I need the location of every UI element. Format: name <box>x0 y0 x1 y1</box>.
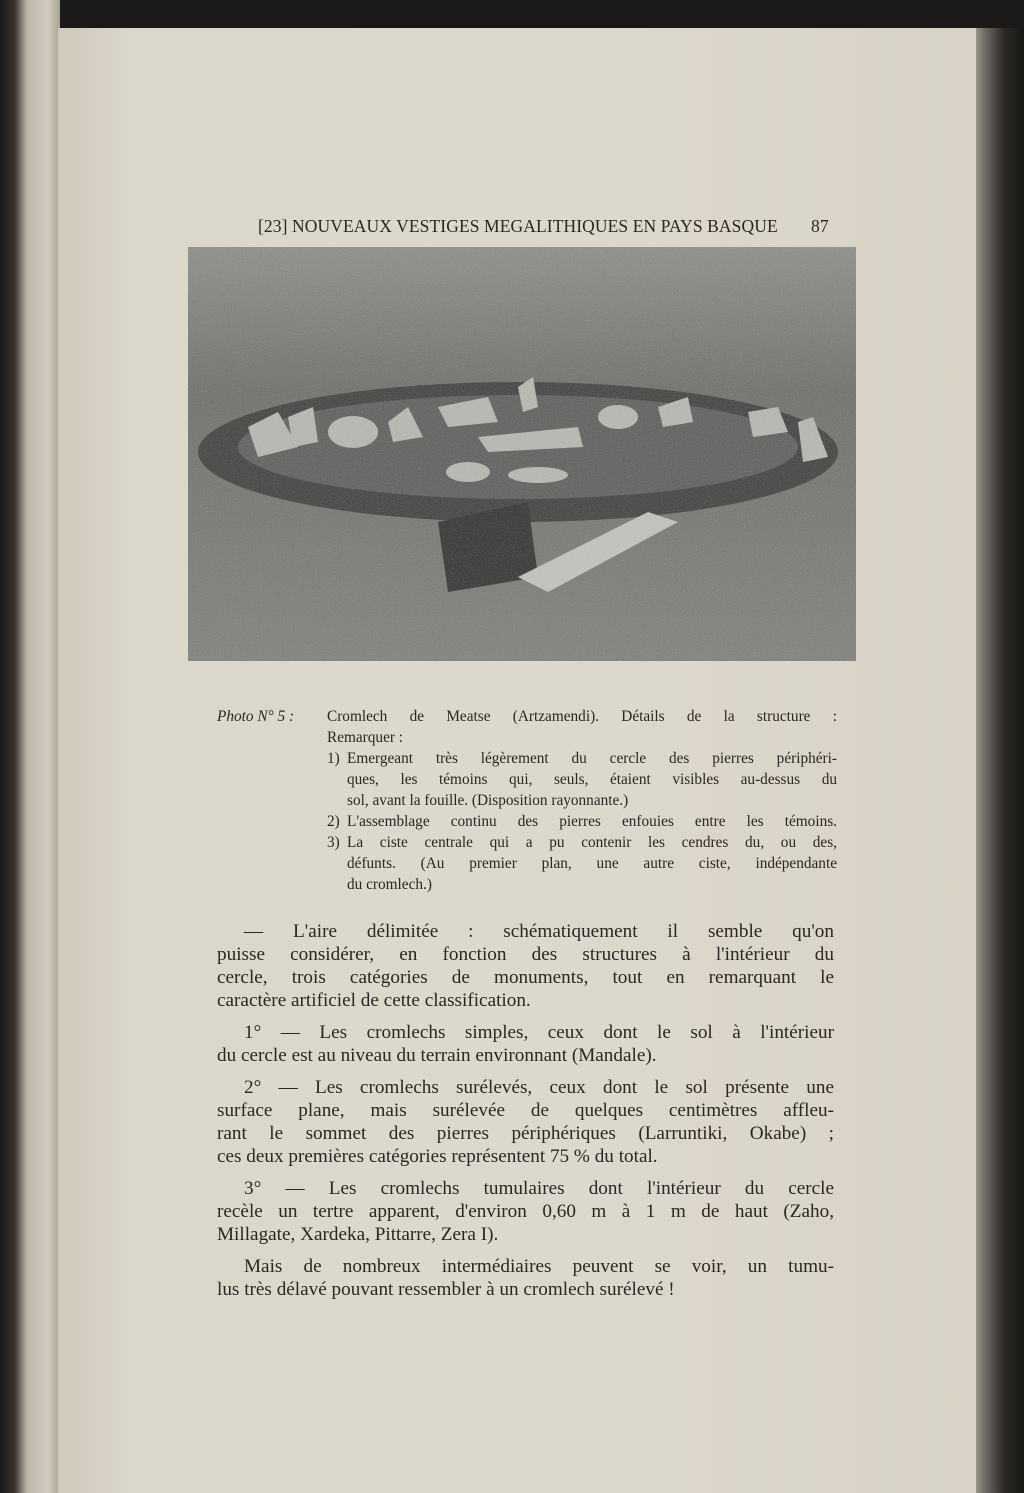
item-number: 3) <box>327 834 340 851</box>
caption-line: ques, les témoins qui, seuls, étaient visibles au-dessus du <box>347 771 837 788</box>
paragraph <box>217 1021 834 1067</box>
text-line: caractère artificiel de cette classification. <box>217 990 531 1011</box>
caption-line: La ciste centrale qui a pu contenir les cendres du, ou des, <box>347 834 837 851</box>
caption-line: défunts. (Au premier plan, une autre ciste, indépendante <box>347 855 837 872</box>
text-line: — L'aire délimitée : schématiquement il semble qu'on <box>244 921 834 942</box>
paragraph <box>217 1255 834 1301</box>
text-line: 2° — Les cromlechs surélevés, ceux dont le sol présente une <box>244 1077 834 1098</box>
caption-line: sol, avant la fouille. (Disposition rayonnante.) <box>347 792 629 809</box>
text-line: Mais de nombreux intermédiaires peuvent se voir, un tumu- <box>244 1256 834 1277</box>
caption-line: Emergeant très légèrement du cercle des pierres périphéri- <box>347 750 837 767</box>
page-stack-edge <box>976 28 1024 1493</box>
text-line: surface plane, mais surélevée de quelques centimètres affleu- <box>217 1100 834 1121</box>
text-line: Millagate, Xardeka, Pittarre, Zera I). <box>217 1224 499 1245</box>
caption-label: Photo N° 5 : <box>217 708 295 725</box>
caption-line: Remarquer : <box>327 729 404 746</box>
item-number: 2) <box>327 813 340 830</box>
caption-item <box>327 811 837 832</box>
text-line: lus très délavé pouvant ressembler à un cromlech surélevé ! <box>217 1279 675 1300</box>
text-line: du cercle est au niveau du terrain environnant (Mandale). <box>217 1045 657 1066</box>
photo-caption <box>217 706 837 895</box>
header-title: [23] NOUVEAUX VESTIGES MEGALITHIQUES EN PAYS BASQUE <box>258 216 778 236</box>
caption-item <box>327 832 837 895</box>
paragraph <box>217 1177 834 1246</box>
caption-line: du cromlech.) <box>347 876 432 893</box>
item-number: 1) <box>327 750 340 767</box>
text-line: recèle un tertre apparent, d'environ 0,60 m à 1 m de haut (Zaho, <box>217 1201 834 1222</box>
text-line: 3° — Les cromlechs tumulaires dont l'intérieur du cercle <box>244 1178 834 1199</box>
caption-item <box>327 748 837 811</box>
text-line: rant le sommet des pierres périphériques (Larruntiki, Okabe) ; <box>217 1123 834 1144</box>
text-line: puisse considérer, en fonction des structures à l'intérieur du <box>217 944 834 965</box>
book-page <box>58 28 976 1493</box>
cromlech-photo <box>188 247 856 661</box>
text-line: 1° — Les cromlechs simples, ceux dont le sol à l'intérieur <box>244 1022 834 1043</box>
facing-page-edge <box>0 0 60 1493</box>
page-number: 87 <box>811 216 829 236</box>
caption-line: L'assemblage continu des pierres enfouies entre les témoins. <box>347 813 837 830</box>
caption-line: Cromlech de Meatse (Artzamendi). Détails de la structure : <box>327 708 837 725</box>
text-line: ces deux premières catégories représentent 75 % du total. <box>217 1146 658 1167</box>
paragraph <box>217 920 834 1012</box>
text-line: cercle, trois catégories de monuments, tout en remarquant le <box>217 967 834 988</box>
body-text <box>217 920 834 1310</box>
paragraph <box>217 1076 834 1168</box>
